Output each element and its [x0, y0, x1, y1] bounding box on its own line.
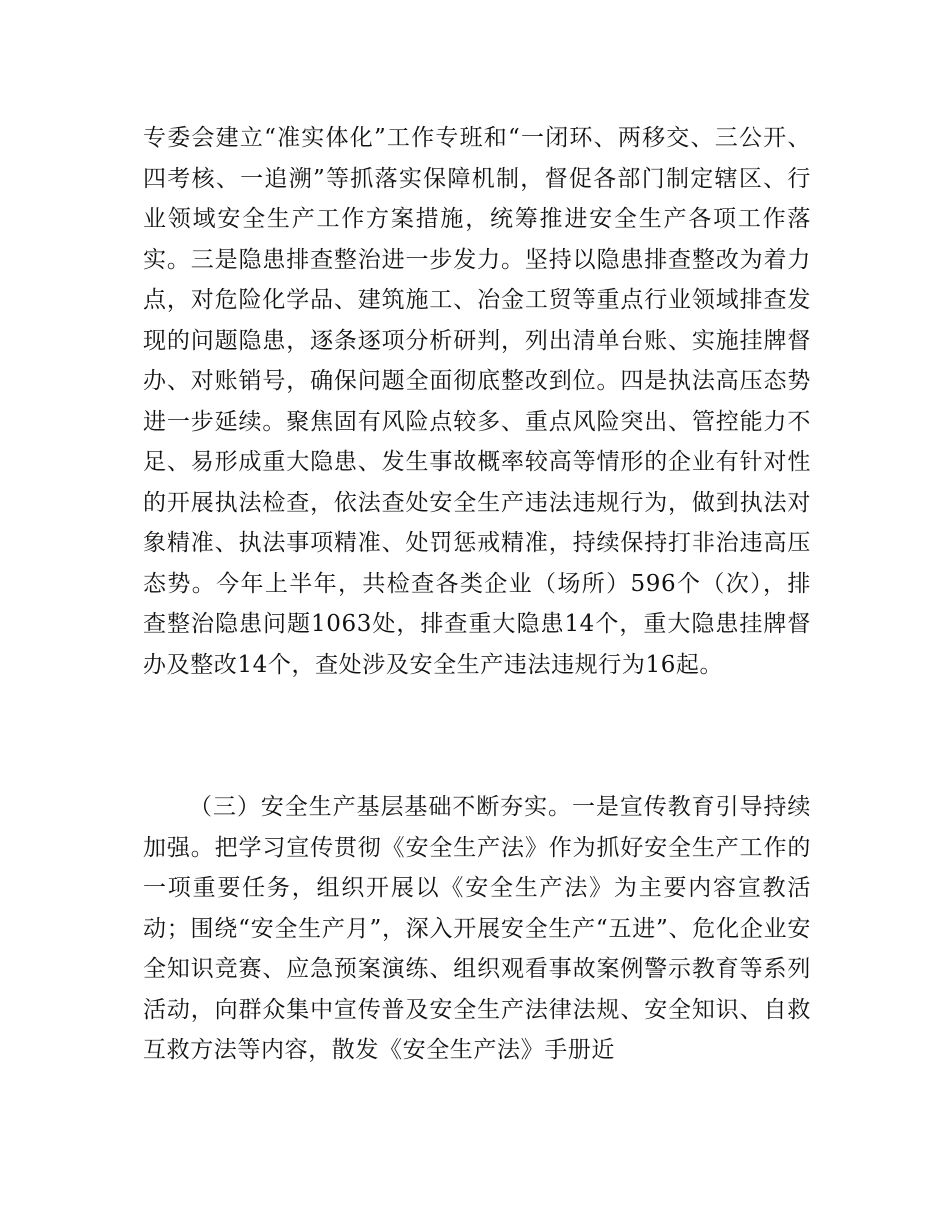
body-paragraph-2: （三）安全生产基层基础不断夯实。一是宣传教育引导持续加强。把学习宣传贯彻《安全生产法》作为抓好安全生产工作的一项重要任务，组织开展以《安全生产法》为主要内容宣教活动；围绕“安全生产月”，深入开展安全生产“五进”、危化企业安全知识竞赛、应急预案演练、组织观看事故案例警示教育等系列活动，向群众集中宣传普及安全生产法律法规、安全知识、自救互救方法等内容，散发《安全生产法》手册近 — [143, 794, 811, 1063]
body-paragraph-1: 专委会建立“准实体化”工作专班和“一闭环、两移交、三公开、四考核、一追溯”等抓落实保障机制，督促各部门制定辖区、行业领域安全生产工作方案措施，统筹推进安全生产各项工作落实。三是隐患排查整治进一步发力。坚持以隐患排查整改为着力点，对危险化学品、建筑施工、冶金工贸等重点行业领域排查发现的问题隐患，逐条逐项分析研判，列出清单台账、实施挂牌督办、对账销号，确保问题全面彻底整改到位。四是执法高压态势进一步延续。聚焦固有风险点较多、重点风险突出、管控能力不足、易形成重大隐患、发生事故概率较高等情形的企业有针对性的开展执法检查，依法查处安全生产违法违规行为，做到执法对象精准、执法事项精准、处罚惩戒精准，持续保持打非治违高压态势。今年上半年，共检查各类企业（场所）596个（次），排查整治隐患问题1063处，排查重大隐患14个，重大隐患挂牌督办及整改14个，查处涉及安全生产违法违规行为16起。 — [143, 125, 811, 678]
